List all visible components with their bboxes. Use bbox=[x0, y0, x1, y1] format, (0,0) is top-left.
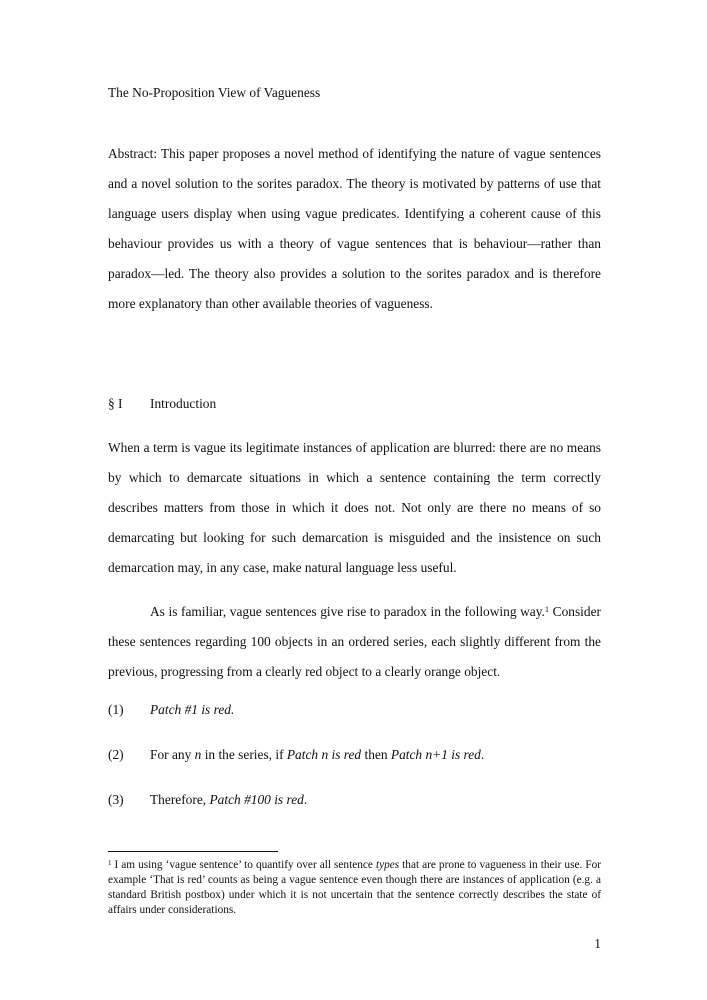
premise-2-number: (2) bbox=[108, 747, 124, 762]
premise-2-row bbox=[108, 740, 601, 770]
paper-title: The No-Proposition View of Vagueness bbox=[108, 85, 321, 100]
conclusion-number: (3) bbox=[108, 792, 124, 807]
conclusion-text: Therefore, Patch #100 is red. bbox=[150, 792, 308, 807]
sorites-setup-paragraph: As is familiar, vague sentences give rise to paradox in the following way.$^1$ Consider these sentences regarding 100 objects in an ordered series, each slightly different from the previous, progressing from a clearly red object to a clearly orange object. bbox=[108, 604, 602, 679]
premise-1-text: Patch #1 is red. bbox=[150, 702, 235, 717]
abstract-paragraph: Abstract: This paper proposes a novel method of identifying the nature of vague sentences and a novel solution to the sorites paradox. The theory is motivated by patterns of use that language users display when using vague predicates. Identifying a coherent cause of this behaviour provides us with a theory of vague sentences that is behaviour—rather than paradox—led. The theory also provides a solution to the sorites paradox and is therefore more explanatory than other available theories of vagueness. bbox=[108, 146, 601, 311]
conclusion-row bbox=[108, 785, 601, 815]
premise-1-row bbox=[108, 695, 601, 725]
page-number: 1 bbox=[594, 936, 601, 951]
section-title: Introduction bbox=[150, 396, 217, 411]
premise-2-text: For any n in the series, if Patch n is red then Patch n+1 is red. bbox=[150, 747, 485, 762]
section-marker: § I bbox=[108, 396, 123, 411]
section-heading bbox=[108, 389, 601, 419]
footnote-text: $^1$ I am using ‘vague sentence’ to quantify over all sentence types that are prone to vagueness in their use. For example ‘That is red’ counts as being a vague sentence even though there are instances of application (e.g. a standard British postbox) under which it is not uncertain that the sentence correctly describes the state of affairs under considerations. bbox=[108, 858, 602, 916]
premise-1-number: (1) bbox=[108, 702, 124, 717]
intro-paragraph: When a term is vague its legitimate instances of application are blurred: there are no means by which to demarcate situations in which a sentence containing the term correctly describes matters from those in which it does not. Not only are there no means of so demarcating but looking for such demarcation is misguided and the insistence on such demarcation may, in any case, make natural language less useful. bbox=[108, 440, 601, 575]
footnote-separator bbox=[108, 851, 278, 852]
